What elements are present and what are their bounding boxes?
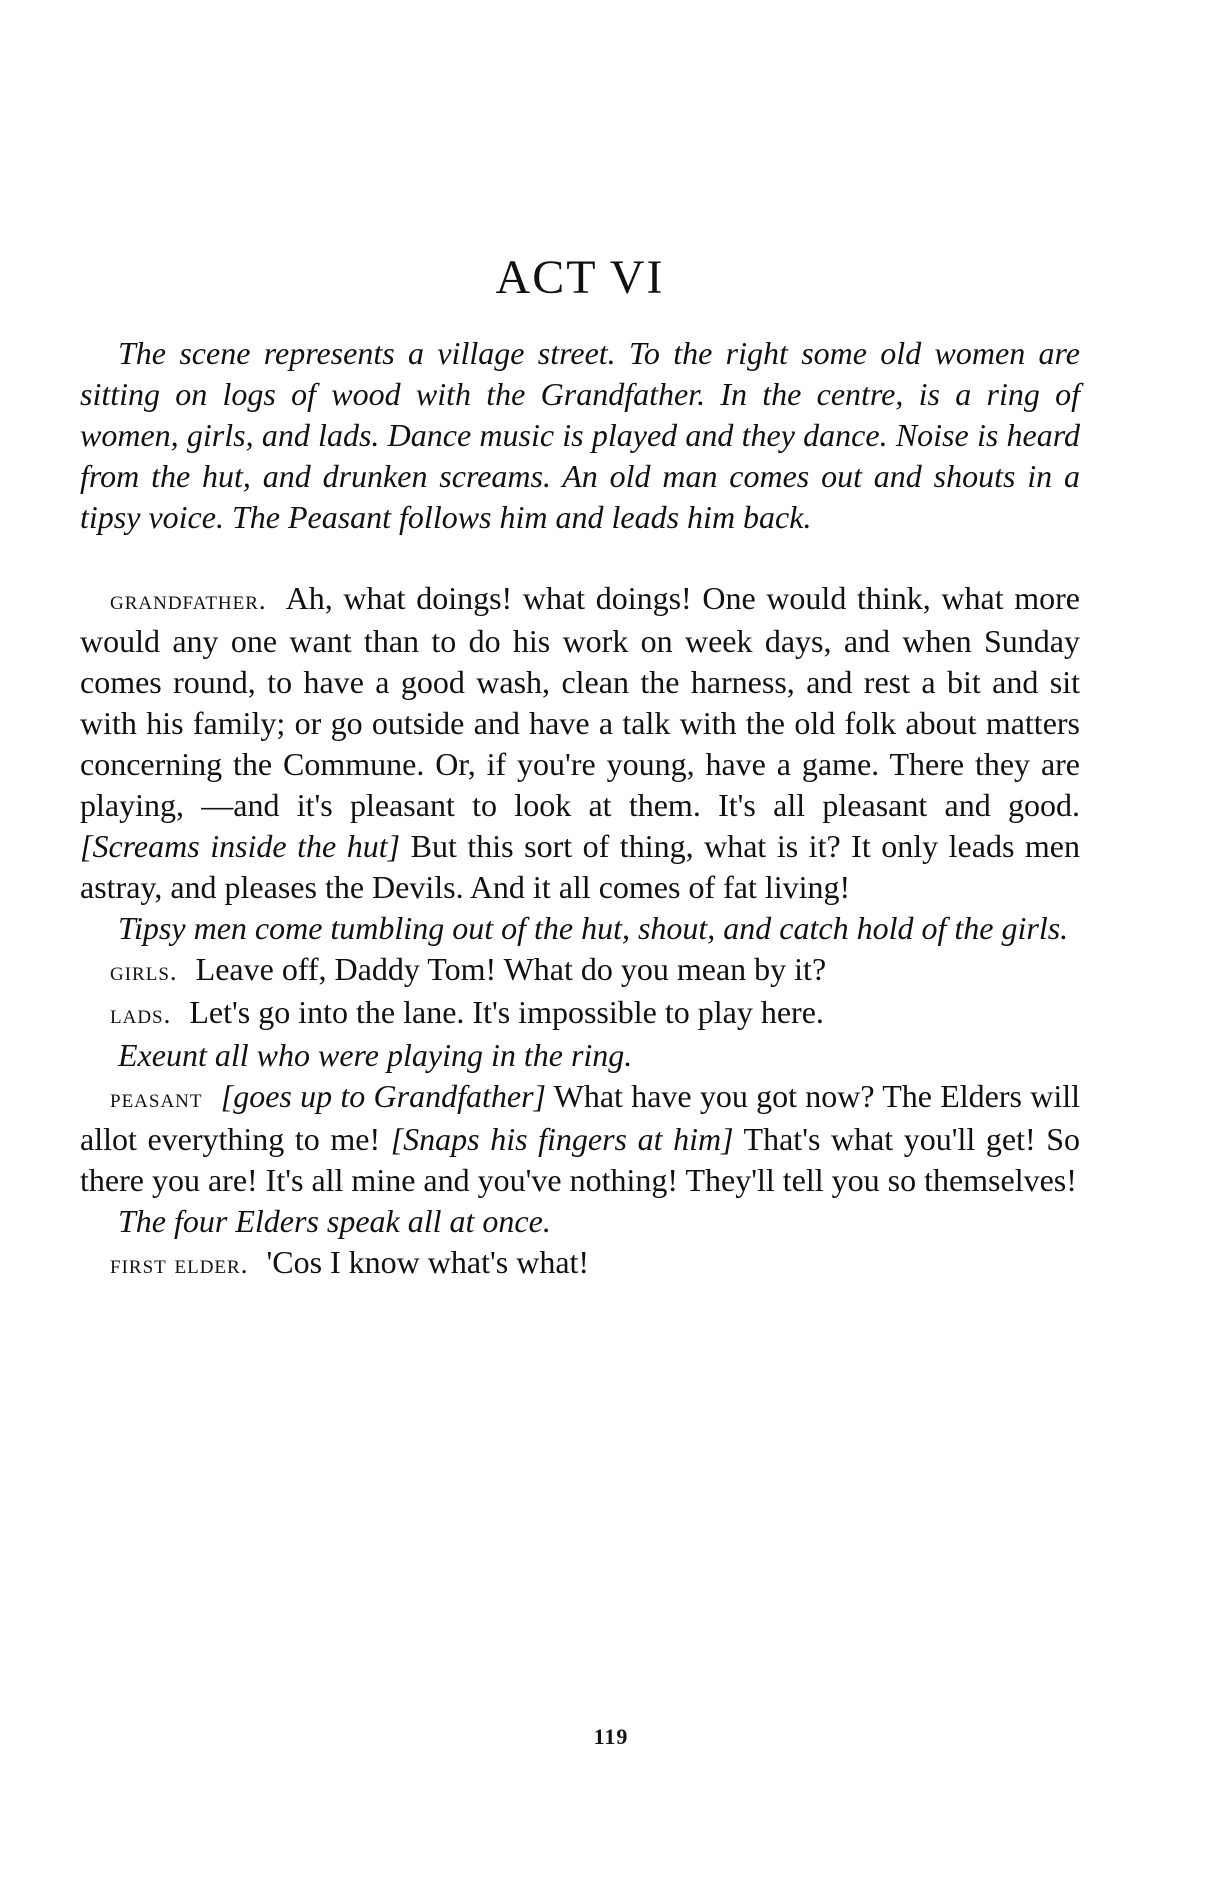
grandfather-text-1: Ah, what doings! what doings! One would think, what more would any one want than to do his work on week days, and when Sunday comes round, to have a good wash, clean the harness, and rest a bit and sit with his family; or go outside and have a talk with the old folk about matters concerning the Commune. Or, if you're young, have a game. There they are playing, —and it's pleasant to look at them. It's all pleasant and good. (80, 580, 1081, 823)
stage-direction-exeunt: Exeunt all who were playing in the ring. (118, 1037, 633, 1073)
peasant-text-1: What have you got now? The Elders will allot everything to me! (80, 1078, 1080, 1157)
speaker-peasant: peasant (110, 1083, 203, 1113)
first-elder-text: 'Cos I know what's what! (266, 1244, 590, 1280)
stage-direction-tipsy-men: Tipsy men come tumbling out of the hut, shout, and catch hold of the girls. (118, 910, 1069, 946)
girls-speech (80, 949, 1080, 992)
page-text (80, 250, 1080, 1285)
speaker-lads: lads. (110, 999, 172, 1029)
speaker-first-elder: first elder. (110, 1249, 249, 1279)
stage-direction-elders: The four Elders speak all at once. (118, 1203, 551, 1239)
girls-text: Leave off, Daddy Tom! What do you mean by it? (195, 951, 827, 987)
speaker-grandfather: grandfather. (110, 585, 267, 615)
speaker-girls: girls. (110, 956, 178, 986)
lads-text: Let's go into the lane. It's impossible to play here. (189, 994, 824, 1030)
peasant-stage-direction-1: [goes up to Grandfather] (220, 1078, 546, 1114)
page-number: 119 (593, 1724, 629, 1749)
lads-speech (80, 992, 1080, 1035)
peasant-text-2: That's what you'll get! So there you are! It's all mine and you've nothing! They'll tell you so themselves! (80, 1121, 1081, 1198)
grandfather-text-2: But this sort of thing, what is it? It only leads men astray, and pleases the Devils. And it all comes of fat living! (80, 828, 1081, 905)
scene-description: The scene represents a village street. To the right some old women are sitting on logs of wood with the Grandfather. In the centre, is a ring of women, girls, and lads. Dance music is played and they dance. Noise is heard from the hut, and drunken screams. An old man comes out and shouts in a tipsy voice. The Peasant follows him and leads him back. (80, 335, 1080, 535)
peasant-speech (80, 1076, 1080, 1201)
first-elder-speech (80, 1242, 1080, 1285)
peasant-stage-direction-2: [Snaps his fingers at him] (390, 1121, 734, 1157)
grandfather-stage-direction: [Screams inside the hut] (80, 828, 401, 864)
act-title: ACT VI (495, 251, 665, 304)
grandfather-speech (80, 578, 1080, 908)
